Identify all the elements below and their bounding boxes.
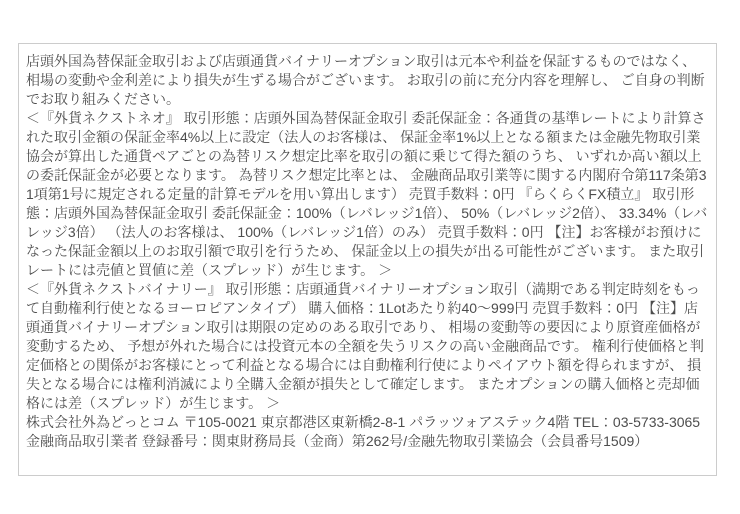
- company-address-line: 株式会社外為どっとコム 〒105-0021 東京都港区東新橋2-8-1 パラッツォアステック4階 TEL：03-5733-3065: [26, 414, 701, 430]
- gaika-next-binary-paragraph: ＜『外貨ネクストバイナリー』 取引形態：店頭通貨バイナリーオプション取引（満期である判定時刻をもって自動権利行使となるヨーロピアンタイプ） 購入価格：1Lotあたり約40～999円 売買手数料：0円 【注】店頭通貨バイナリーオプション取引は期限の定めのある取引であり、 相場の変動等の要因により原資産価格が変動するため、 予想が外れた場合には投資元本の全額を失うリスクの高い金融商品です。 権利行使価格と判定価格との関係がお客様にとって利益となる場合には自動権利行使によりペイアウト額を得られますが、 損失となる場合には権利消滅により全購入金額が損失として確定します。 またオプションの購入価格と売却価格には差（スプレッド）が生じます。 ＞: [26, 281, 704, 411]
- gaika-next-neo-paragraph: ＜『外貨ネクストネオ』 取引形態：店頭外国為替保証金取引 委託保証金：各通貨の基準レートにより計算された取引金額の保証金率4%以上に設定（法人のお客様は、 保証金率1%以上となる額または金融先物取引業協会が算出した通貨ペアごとの為替リスク想定比率を取引の額に乗じて得た額のうち、 いずれか高い額以上の委託保証金が必要となります。 為替リスク想定比率とは、 金融商品取引業等に関する内閣府令第117条第31項第1号に規定される定量的計算モデルを用い算出します） 売買手数料：0円 『らくらくFX積立』 取引形態：店頭外国為替保証金取引 委託保証金：100%（レバレッジ1倍）、 50%（レバレッジ2倍）、 33.34%（レバレッジ3倍） （法人のお客様は、 100%（レバレッジ1倍）のみ） 売買手数料：0円 【注】お客様がお預けになった保証金額以上のお取引額で取引を行うため、 保証金以上の損失が出る可能性がございます。 また取引レートには売値と買値に差（スプレッド）が生じます。 ＞: [26, 110, 708, 278]
- risk-warning-paragraph: 店頭外国為替保証金取引および店頭通貨バイナリーオプション取引は元本や利益を保証するものではなく、 相場の変動や金利差により損失が生ずる場合がございます。 お取引の前に充分内容を理解し、 ご自身の判断でお取り組みください。: [26, 53, 705, 107]
- registration-number-line: 金融商品取引業者 登録番号：関東財務局長（金商）第262号/金融先物取引業協会（会員番号1509）: [26, 433, 649, 449]
- disclaimer-box: [18, 43, 717, 476]
